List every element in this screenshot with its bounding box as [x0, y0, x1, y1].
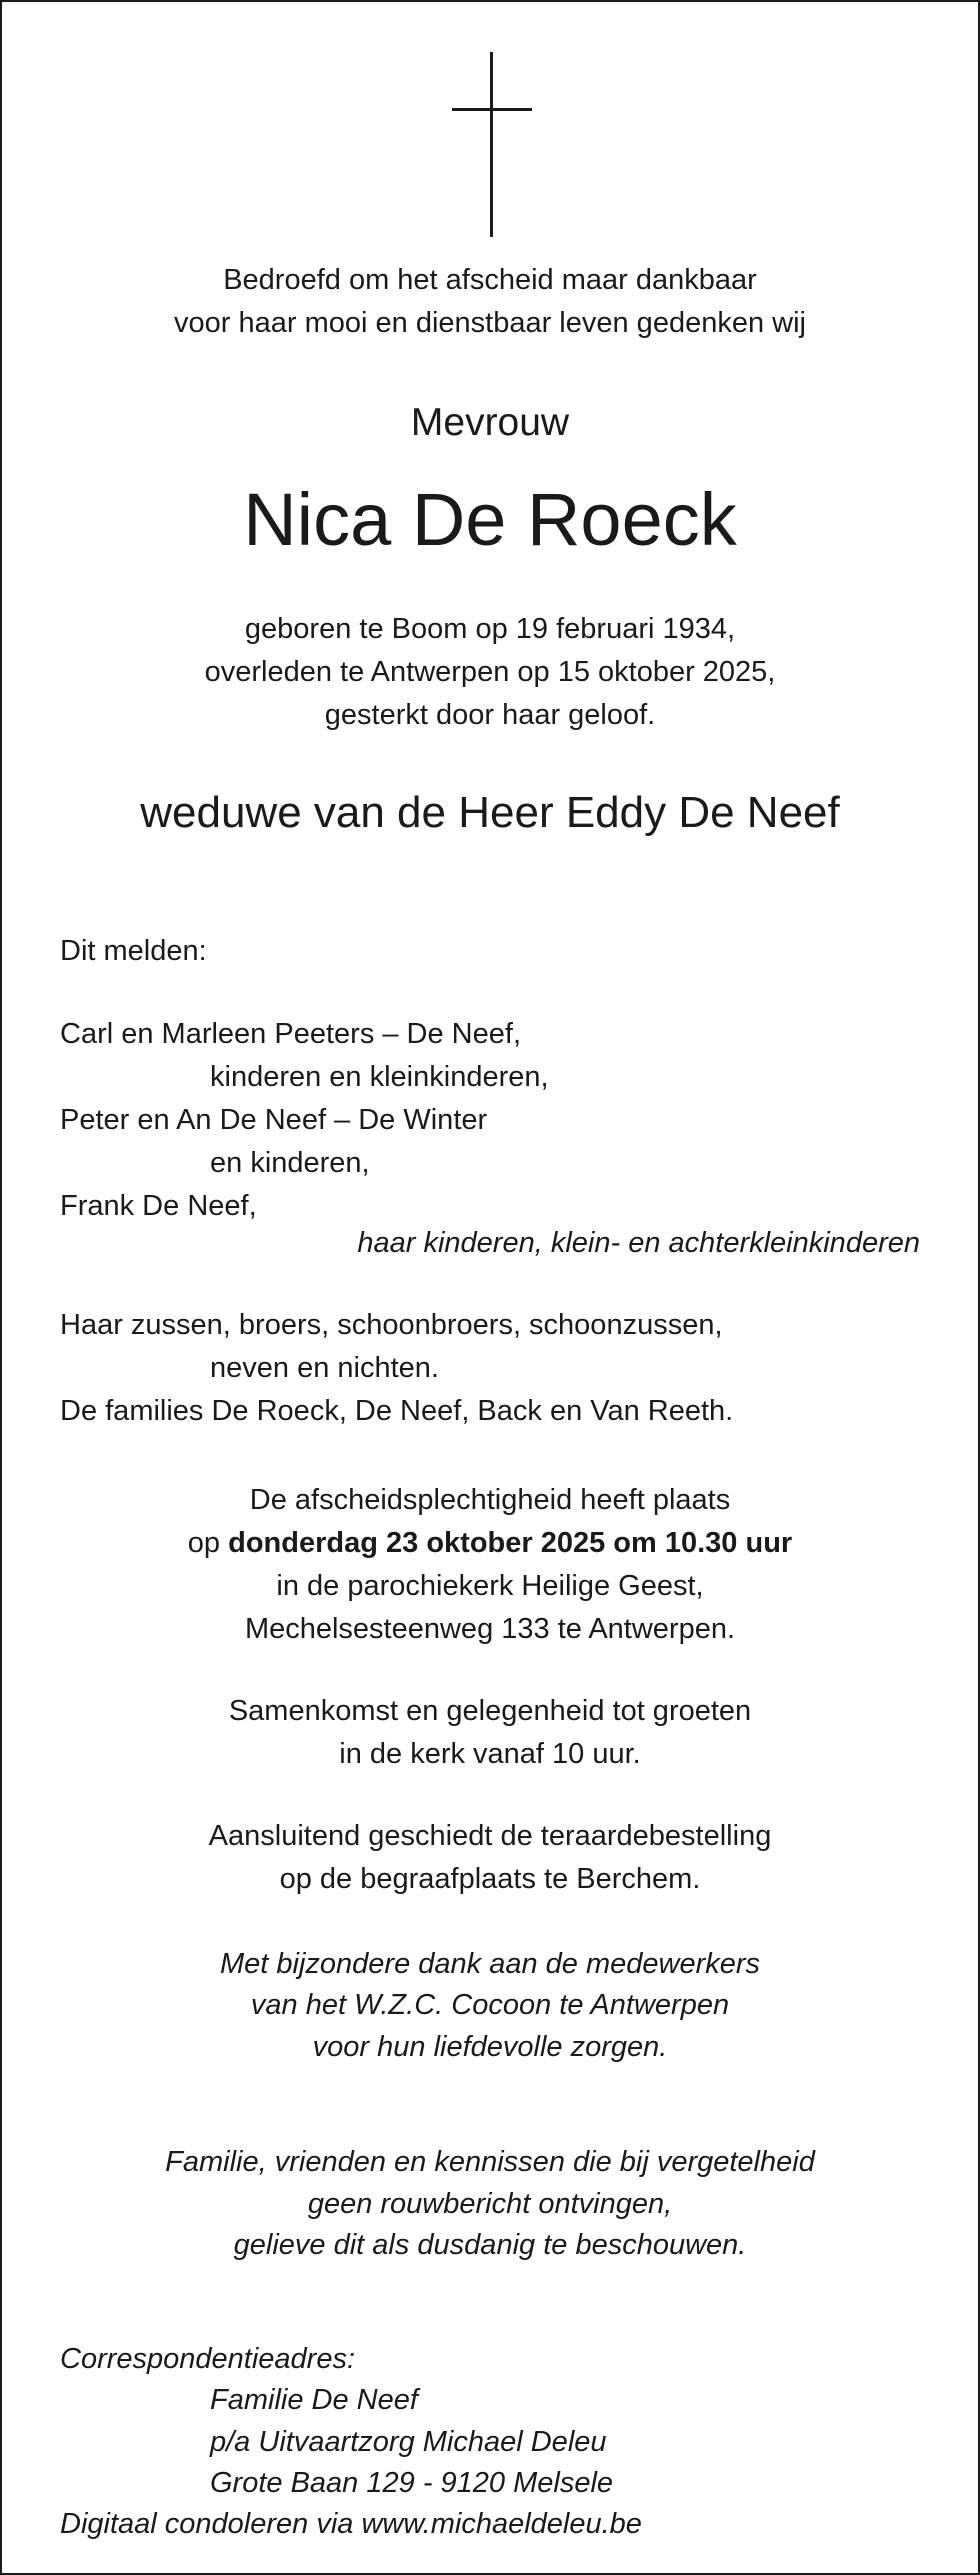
thanks-line: voor hun liefdevolle zorgen. [312, 2031, 668, 2063]
intro-line: voor haar mooi en dienstbaar leven gedenken wij [174, 307, 806, 339]
correspondence-line: p/a Uitvaartzorg Michael Deleu [210, 2426, 607, 2458]
widow-line: weduwe van de Heer Eddy De Neef [140, 788, 840, 837]
ceremony-date: donderdag 23 oktober 2025 om 10.30 uur [228, 1527, 793, 1559]
correspondence-label: Correspondentieadres: [60, 2343, 356, 2375]
family-summary: haar kinderen, klein- en achterkleinkinderen [357, 1227, 920, 1259]
family-line: kinderen en kleinkinderen, [210, 1061, 549, 1093]
ceremony-prefix: op [187, 1527, 221, 1559]
burial-line: Aansluitend geschiedt de teraardebestelling [208, 1820, 772, 1852]
relatives-line: Haar zussen, broers, schoonbroers, schoonzussen, [60, 1309, 723, 1341]
ceremony-line: in de parochiekerk Heilige Geest, [276, 1570, 704, 1602]
relatives-line: De families De Roeck, De Neef, Back en Van Reeth. [60, 1395, 734, 1427]
notice-line: Familie, vrienden en kennissen die bij vergetelheid [165, 2146, 815, 2178]
family-line: Frank De Neef, [60, 1190, 257, 1222]
ceremony-datetime [2, 1522, 978, 1564]
notice-line: gelieve dit als dusdanig te beschouwen. [233, 2229, 747, 2261]
life-line: geboren te Boom op 19 februari 1934, [244, 613, 736, 645]
condolence-link[interactable]: Digitaal condoleren via www.michaeldeleu.be [60, 2508, 642, 2540]
deceased-name: Nica De Roeck [243, 478, 737, 561]
ceremony-line: Mechelsesteenweg 133 te Antwerpen. [244, 1613, 736, 1645]
cross-icon [452, 52, 532, 237]
family-line: en kinderen, [210, 1147, 370, 1179]
relatives-line: neven en nichten. [210, 1352, 439, 1384]
gathering-line: in de kerk vanaf 10 uur. [339, 1738, 641, 1770]
burial-line: op de begraafplaats te Berchem. [279, 1863, 701, 1895]
ceremony-line: De afscheidsplechtigheid heeft plaats [249, 1484, 731, 1516]
salutation: Mevrouw [410, 401, 570, 444]
notice-line: geen rouwbericht ontvingen, [307, 2188, 673, 2220]
correspondence-line: Familie De Neef [210, 2384, 418, 2416]
life-line: overleden te Antwerpen op 15 oktober 2025, [204, 656, 776, 688]
life-line: gesterkt door haar geloof. [324, 699, 656, 731]
family-line: Carl en Marleen Peeters – De Neef, [60, 1018, 521, 1050]
correspondence-line: Grote Baan 129 - 9120 Melsele [210, 2467, 614, 2499]
intro-line: Bedroefd om het afscheid maar dankbaar [223, 264, 757, 296]
gathering-line: Samenkomst en gelegenheid tot groeten [228, 1695, 752, 1727]
thanks-line: Met bijzondere dank aan de medewerkers [219, 1948, 761, 1980]
family-line: Peter en An De Neef – De Winter [60, 1104, 488, 1136]
thanks-line: van het W.Z.C. Cocoon te Antwerpen [250, 1989, 730, 2021]
announced-by: Dit melden: [60, 935, 207, 967]
